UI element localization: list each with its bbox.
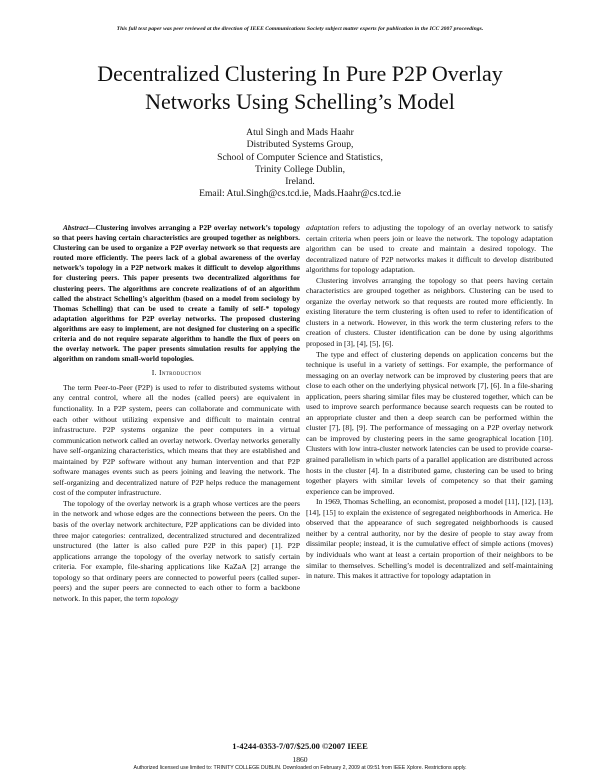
right-column [306,223,553,582]
author-email: Email: Atul.Singh@cs.tcd.ie, Mads.Haahr@cs.tcd.ie [199,188,401,200]
author-names: Atul Singh and Mads Haahr [246,127,354,138]
right-paragraph-4: In 1969, Thomas Schelling, an economist, proposed a model [11], [12], [13], [14], [15] to explain the existence of segregated neighborhoods in America. He observed that the appearance of such segregated neighborhoods is caused neither by a central authority, nor by the desire of people to stay away from dissimilar people; instead, it is the cumulative effect of simple actions (moves) by individuals who want at least a certain proportion of their neighbors to be similar to themselves. Schelling’s model is decentralized and self-maintaining in nature. This makes it attractive for topology adaptation in [306,497,553,581]
abstract-text: —Clustering involves arranging a P2P overlay network’s topology so that peers having certain characteristics are grouped together as neighbors. Clustering can be used to organize a P2P overlay network so that requests are routed more efficiently. The peers lack of a global awareness of the overlay network’s topology in a P2P network makes it difficult to develop algorithms for clustering peers. This paper presents two decentralized algorithms for clustering peers. The algorithms are concrete realizations of of an algorithm called the abstract Schelling’s algorithm (based on a model from sociology by Thomas Schelling) that can be used to create a family of self-* topology adaptation algorithms for P2P overlay networks. The proposed clustering algorithms are easy to implement, are not designed for clustering on a specific criteria and do not require separate algorithm to handle the flux of peers on the overlay network. The paper presents simulation results for applying the algorithm on random small-world topologies. [53,223,300,364]
paper-title [40,60,560,116]
author-country: Ireland. [285,176,315,188]
page-number: 1860 [292,755,308,764]
intro-paragraph-1: The term Peer-to-Peer (P2P) is used to refer to distributed systems without any central control, where all the nodes (called peers) are equivalent in functionality. In a P2P system, peers can collaborate and communicate with each other without utilizing expensive and difficult to maintain central infrastructure. P2P systems organize the peer computers in a virtual communication network called an overlay network. Overlay networks generally have self-organizing characteristics, which means that they are established and maintained by P2P software without any human intervention and that P2P software manages events such as peers joining and leaving the network. The self-organizing and decentralized nature of P2P helps reduce the management cost of the computer infrastructure. [53,382,300,498]
abstract [53,223,300,364]
author-school: School of Computer Science and Statistics, [217,151,383,163]
right-paragraph-1 [306,223,553,276]
title-line-1: Decentralized Clustering In Pure P2P Overlay [97,61,503,86]
right-paragraph-1-text: refers to adjusting the topology of an overlay network to satisfy certain criteria when peers join or leave the network. The topology adaptation algorithm can be used to create and maintain a desired topology. The decentralized nature of P2P networks makes it difficult to develop distributed algorithms for topology adaptation. [306,223,554,275]
intro-paragraph-2 [53,499,300,604]
title-line-2: Networks Using Schelling’s Model [145,89,455,114]
section-title: Introduction [159,368,202,378]
peer-review-note: This full text paper was peer reviewed at the direction of IEEE Communications Society subject matter experts for publication in the ICC 2007 proceedings. [116,26,484,32]
license-note: Authorized licensed use limited to: TRINITY COLLEGE DUBLIN. Downloaded on February 2, 2009 at 09:51 from IEEE Xplore. Restrictions apply. [133,765,467,771]
section-heading-introduction [53,368,300,379]
author-block [100,127,500,201]
author-group: Distributed Systems Group, [246,139,354,151]
intro-paragraph-2-text: The topology of the overlay network is a graph whose vertices are the peers in the network and whose edges are the connections between the peers. On the basis of the overlay network architecture, P2P applications can be divided into three major categories: centralized, decentralized structured and decentralized unstructured (the latter is also called pure P2P in this paper) [1]. P2P applications arrange the topology of the overlay network to satisfy certain criteria. For example, file-sharing applications like KaZaA [2] arrange the topology so that ordinary peers are connected to powerful peers (called super-peers) and the super peers are connected to each other to form a backbone network. In this paper, the term [53,498,300,603]
italic-term-topology: topology [151,593,179,603]
author-college: Trinity College Dublin, [255,163,345,175]
italic-term-adaptation: adaptation [306,223,340,232]
right-paragraph-3: The type and effect of clustering depends on application concerns but the technique is useful in a variety of settings. For example, the performance of messaging on an overlay network can be improved by clustering peers that are close to each other on the underlying physical network [7], [6]. In a file-sharing application, peers sharing similar files may be clustered together, which can be used to improve search performance because search requests can be routed to an appropriate cluster and then a deep search can be performed within the cluster [7], [8], [9]. The performance of messaging on a P2P overlay network can be improved by clustering peers in the same geographical location [10]. Clusters with low intra-cluster network latencies can be used to provide coarse-grained parallelism in which parts of a parallel application are distributed across hosts in the cluster [4]. In a distributed game, clustering can be used to bring together players with similar levels of competency so that their gaming experience can be improved. [306,349,553,496]
section-number: I. [151,368,157,378]
ieee-copyright: 1-4244-0353-7/07/$25.00 ©2007 IEEE [232,741,368,751]
abstract-label: Abstract [63,223,89,232]
left-column [53,223,300,604]
right-paragraph-2: Clustering involves arranging the topology so that peers having certain characteristics are grouped together as neighbors. Clustering can be used to organize the overlay network so that requests are routed more efficiently. In existing literature the term clustering is often used to refer to identification of clusters in a network. However, in this work the term clustering refers to the creation of clusters. Cluster identification can be done by using algorithms proposed in [3], [4], [5], [6]. [306,275,553,349]
